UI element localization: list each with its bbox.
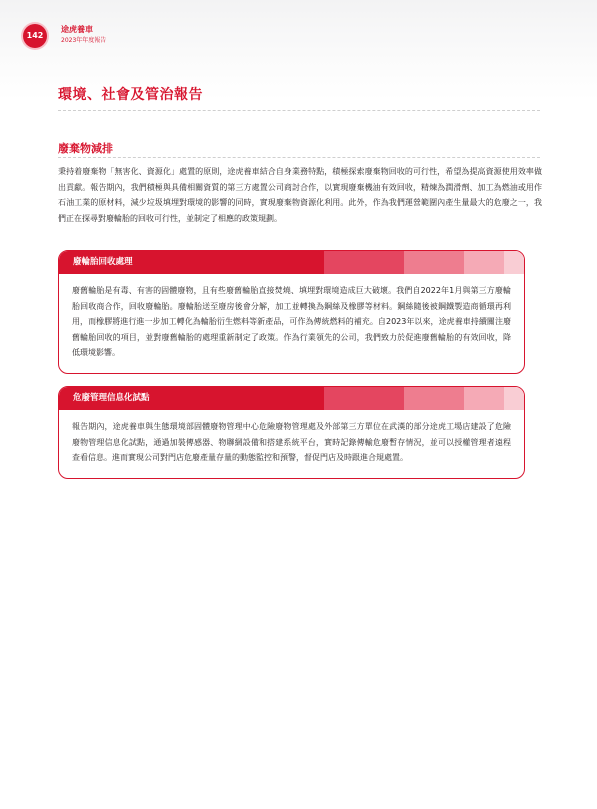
card-title: 廢輪胎回收處理: [73, 257, 133, 267]
brand-block: [61, 25, 106, 45]
card-body: 報告期內，途虎養車與生態環境部固體廢物管理中心危險廢物管理處及外部第三方單位在武漢的部分途虎工場店建設了危險廢物管理信息化試點，通過加裝傳感器、物聯網設備和搭建系統平台，實時記錄傳輸危廢暫存情況，並可以授權管理者遠程查看信息。進而實現公司對門店危廢產量存量的動態監控和預警，督促門店及時跟進合規處置。: [72, 422, 511, 462]
card-title: 危廢管理信息化試點: [73, 393, 150, 403]
card-header: [59, 251, 524, 274]
section-title: 環境、社會及管治報告: [58, 87, 203, 103]
tire-recycling-card: [58, 250, 525, 374]
brand-name: 途虎養車: [61, 25, 93, 34]
page-number-badge: 142: [23, 24, 47, 48]
subsection-heading: 廢棄物減排: [58, 142, 113, 155]
report-name: 2023年年度報告: [61, 37, 107, 44]
card-body: 廢舊輪胎是有毒、有害的固體廢物，且有些廢舊輪胎直接焚燒、填埋對環境造成巨大破壞。我們自2022年1月與第三方廢輪胎回收商合作，回收廢輪胎。廢輪胎送至廢房後會分解，加工並轉換為鋼絲及橡膠等材料。鋼絲隨後被鋼鐵製造商循環再利用，而橡膠將進行進一步加工轉化為輪胎衍生燃料等新產品，可作為傳統燃料的補充。自2023年以來，途虎養車持續關注廢舊輪胎回收的項目，並對廢舊輪胎的處理重新制定了政策。作為行業領先的公司，我們致力於促進廢舊輪胎的有效回收，降低環境影響。: [72, 286, 511, 357]
section-divider: [58, 110, 540, 111]
intro-paragraph: 秉持着廢棄物「無害化、資源化」處置的原則，途虎養車結合自身業務特點，積極探索廢棄物回收的可行性，希望為提高資源使用效率做出貢獻。報告期內，我們積極與具備相關資質的第三方處置公司商討合作，以實現廢棄機油有效回收，精煉為潤滑劑、加工為燃油或用作石油工業的原材料，減少垃圾填埋對環境的影響的同時，實現廢棄物資源化利用。此外，作為我們運營範圍內產生量最大的危廢之一，我們正在探尋對廢輪胎的回收可行性，並制定了相應的政策規劃。: [58, 167, 542, 223]
hazardous-waste-card: [58, 386, 525, 479]
subsection-divider: [58, 157, 540, 158]
card-header: [59, 387, 524, 410]
